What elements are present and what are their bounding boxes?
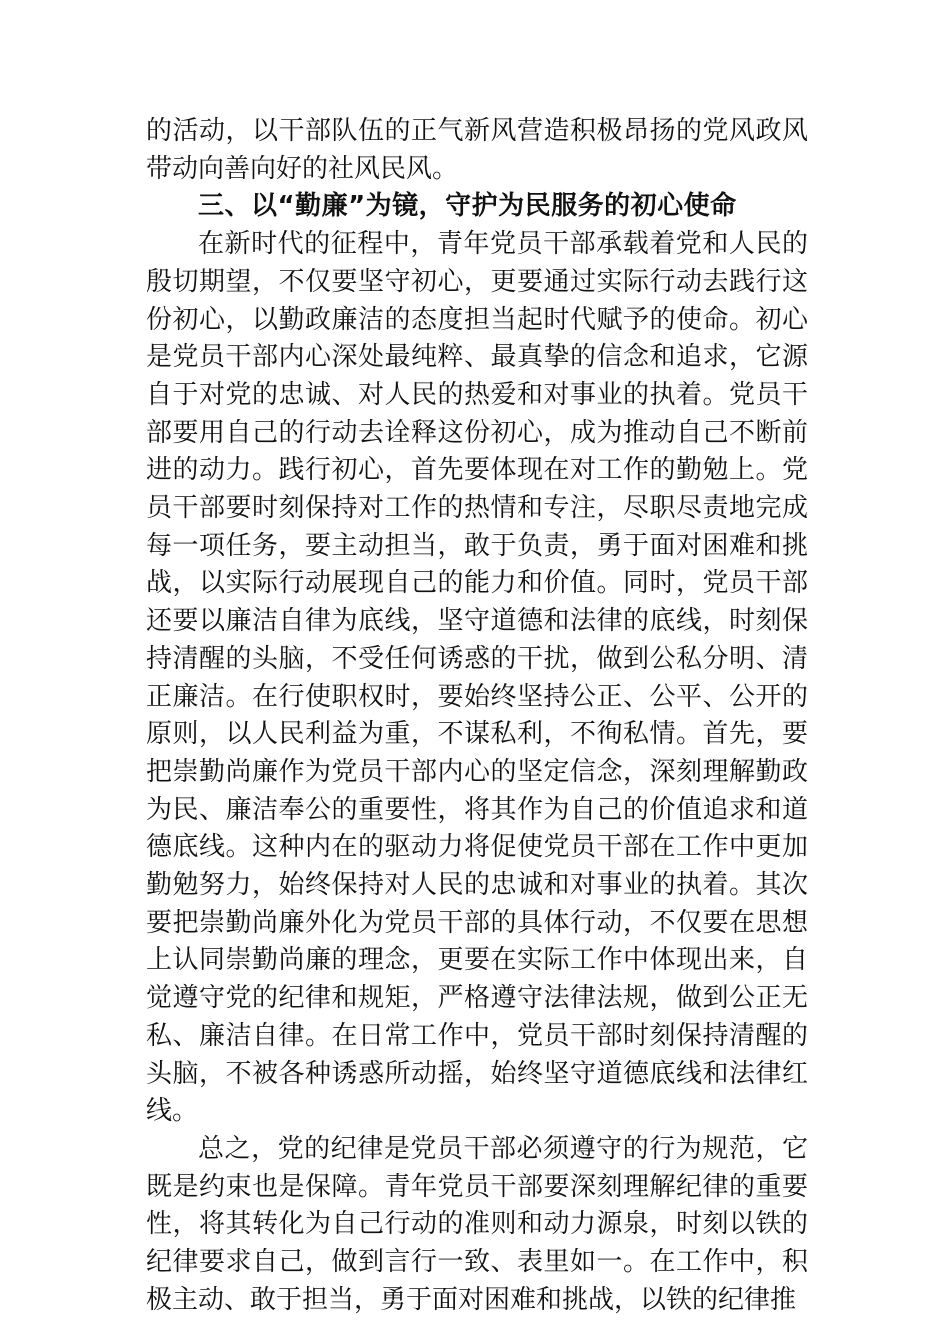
document-page [146,113,808,1320]
section-heading: 三、以“勤廉”为镜，守护为民服务的初心使命 [198,191,737,222]
paragraph-body: 在新时代的征程中，青年党员干部承载着党和人民的殷切期望，不仅要坚守初心，更要通过实际行动去践行这份初心，以勤政廉洁的态度担当起时代赋予的使命。初心是党员干部内心深处最纯粹、最真挚的信念和追求，它源自于对党的忠诚、对人民的热爱和对事业的执着。党员干部要用自己的行动去诠释这份初心，成为推动自己不断前进的动力。践行初心，首先要体现在对工作的勤勉上。党员干部要时刻保持对工作的热情和专注，尽职尽责地完成每一项任务，要主动担当，敢于负责，勇于面对困难和挑战，以实际行动展现自己的能力和价值。同时，党员干部还要以廉洁自律为底线，坚守道德和法律的底线，时刻保持清醒的头脑，不受任何诱惑的干扰，做到公私分明、清正廉洁。在行使职权时，要始终坚持公正、公平、公开的原则，以人民利益为重，不谋私利，不徇私情。首先，要把崇勤尚廉作为党员干部内心的坚定信念，深刻理解勤政为民、廉洁奉公的重要性，将其作为自己的价值追求和道德底线。这种内在的驱动力将促使党员干部在工作中更加勤勉努力，始终保持对人民的忠诚和对事业的执着。其次要把崇勤尚廉外化为党员干部的具体行动，不仅要在思想上认同崇勤尚廉的理念，更要在实际工作中体现出来，自觉遵守党的纪律和规矩，严格遵守法律法规，做到公正无私、廉洁自律。在日常工作中，党员干部时刻保持清醒的头脑，不被各种诱惑所动摇，始终坚守道德底线和法律红线。 [146,229,808,1127]
paragraph-summary: 总之，党的纪律是党员干部必须遵守的行为规范，它既是约束也是保障。青年党员干部要深刻理解纪律的重要性，将其转化为自己行动的准则和动力源泉，时刻以铁的纪律要求自己，做到言行一致、表里如一。在工作中，积极主动、敢于担当，勇于面对困难和挑战，以铁的纪律推 [146,1133,808,1315]
paragraph-continuation: 的活动，以干部队伍的正气新风营造积极昂扬的党风政风带动向善向好的社风民风。 [146,116,808,184]
